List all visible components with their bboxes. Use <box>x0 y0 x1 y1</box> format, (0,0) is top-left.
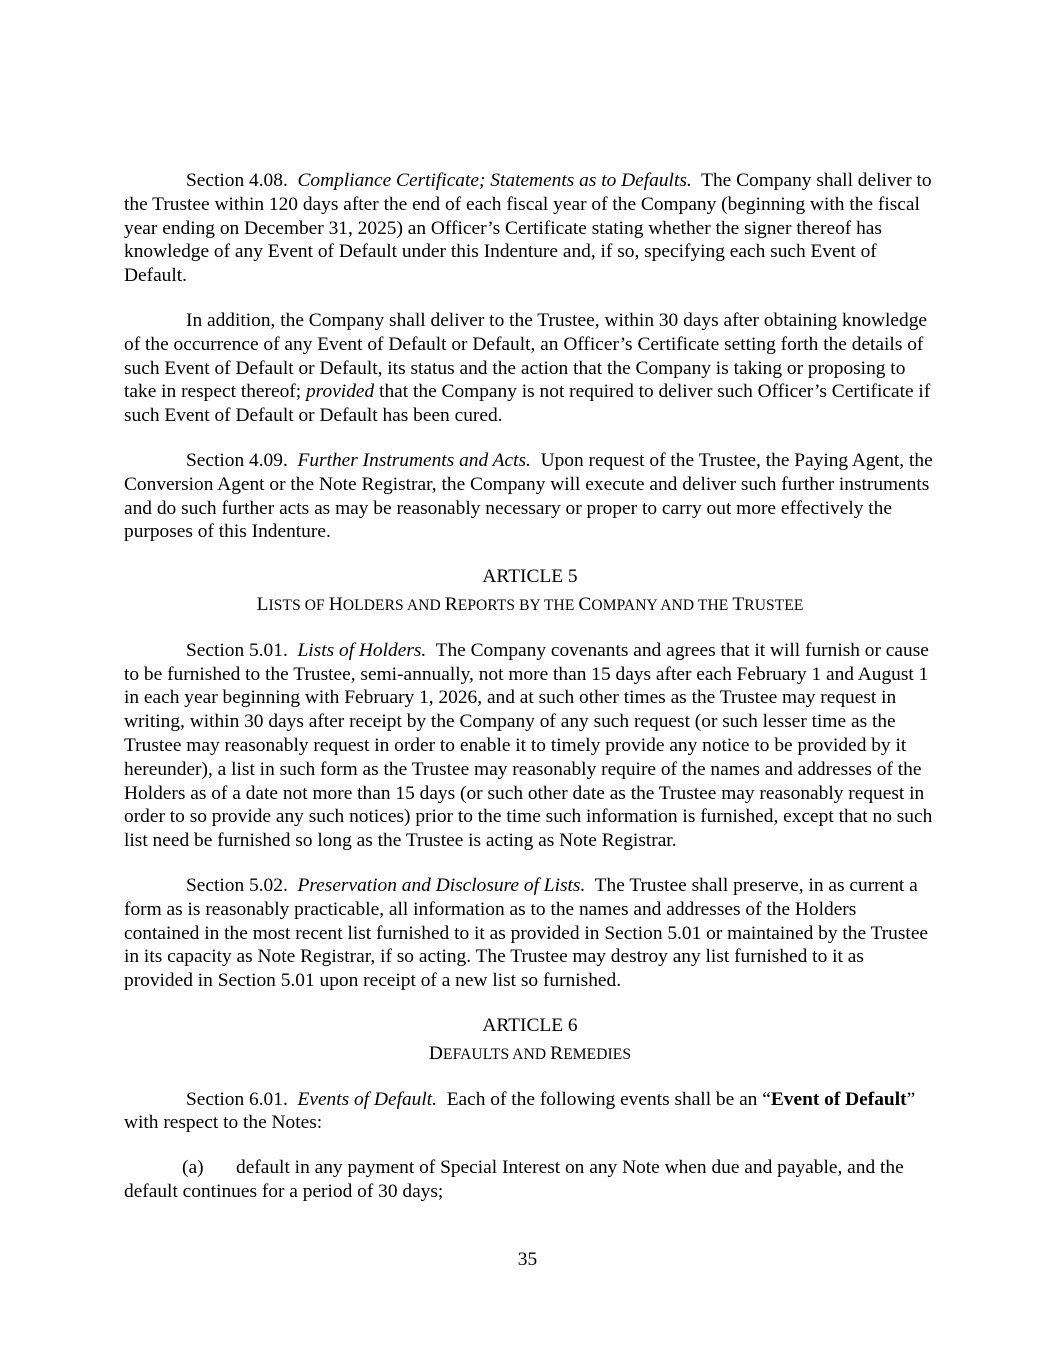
defined-term: Event of Default <box>770 1088 907 1110</box>
section-5-01 <box>124 639 936 853</box>
section-text: Each of the following events shall be an “ <box>446 1088 771 1110</box>
article-6-heading: ARTICLE 6 <box>482 1014 578 1036</box>
section-text: The Trustee shall preserve, in as current a form as is reasonably practicable, all information as to the names and addresses of the Holders contained in the most recent list furnished to it as provided in Section 5.01 or maintained by the Trustee in its capacity as Note Registrar, if so acting. The Trustee may destroy any list furnished to it as provided in Section 5.01 upon receipt of a new list so furnished. <box>124 874 929 992</box>
section-number: Section 4.09. <box>186 449 288 471</box>
section-number: Section 4.08. <box>186 170 288 191</box>
page-number: 35 <box>517 1249 538 1270</box>
section-text: The Company covenants and agrees that it will furnish or cause to be furnished to the Trustee, semi-annually, not more than 15 days after each February 1 and August 1 in each year beginning with February 1, 2026, and at such other times as the Trustee may request in writing, within 30 days after receipt by the Company of any such request (or such lesser time as the Trustee may reasonably request in order to enable it to timely provide any notice to be provided by it hereunder), a list in such form as the Trustee may reasonably require of the names and addresses of the Holders as of a date not more than 15 days (or such other date as the Trustee may reasonably request in order to so provide any such notices) prior to the time such information is furnished, except that no such list need be furnished so long as the Trustee is acting as Note Registrar. <box>124 639 933 852</box>
section-4-08-paragraph-2 <box>124 309 936 428</box>
article-5-heading: ARTICLE 5 <box>482 566 578 588</box>
page-body <box>124 169 936 1225</box>
section-title: Preservation and Disclosure of Lists. <box>297 874 586 896</box>
section-6-01 <box>124 1088 936 1136</box>
paragraph-text-continued: that the Company is not required to deliver such Officer’s Certificate if such Event of Default or Default has been cured. <box>124 381 931 427</box>
section-title: Compliance Certificate; Statements as to Defaults. <box>297 170 692 191</box>
article-5-title: LISTS OF HOLDERS AND REPORTS BY THE COMPANY AND THE TRUSTEE <box>256 593 804 615</box>
section-number: Section 5.02. <box>186 874 288 896</box>
clause-a <box>124 1156 936 1204</box>
section-4-09 <box>124 449 936 544</box>
section-title: Further Instruments and Acts. <box>297 449 531 471</box>
section-5-02 <box>124 874 936 993</box>
section-title: Events of Default. <box>297 1088 437 1110</box>
section-text-continued: ” with respect to the Notes: <box>124 1088 916 1134</box>
section-number: Section 5.01. <box>186 639 288 661</box>
section-text: The Company shall deliver to the Trustee within 120 days after the end of each fiscal year of the Company (beginning with the fiscal year ending on December 31, 2025) an Officer’s Certificate stating whether the signer thereof has knowledge of any Event of Default under this Indenture and, if so, specifying each such Event of Default. <box>124 170 932 287</box>
clause-label: (a) <box>182 1157 204 1179</box>
section-text: Upon request of the Trustee, the Paying Agent, the Conversion Agent or the Note Registrar, the Company will execute and deliver such further instruments and do such further acts as may be reasonably necessary or proper to carry out more effectively the purposes of this Indenture. <box>124 449 933 543</box>
provided-term: provided <box>305 381 375 403</box>
clause-text: default in any payment of Special Interest on any Note when due and payable, and the default continues for a period of 30 days; <box>124 1157 904 1202</box>
paragraph-text: In addition, the Company shall deliver to the Trustee, within 30 days after obtaining knowledge of the occurrence of any Event of Default or Default, an Officer’s Certificate setting forth the details of such Event of Default or Default, its status and the action that the Company is taking or proposing to take in respect thereof; <box>124 309 928 403</box>
section-title: Lists of Holders. <box>297 639 427 661</box>
section-4-08 <box>124 169 936 288</box>
section-number: Section 6.01. <box>186 1088 288 1110</box>
article-6-title: DEFAULTS AND REMEDIES <box>428 1042 632 1064</box>
